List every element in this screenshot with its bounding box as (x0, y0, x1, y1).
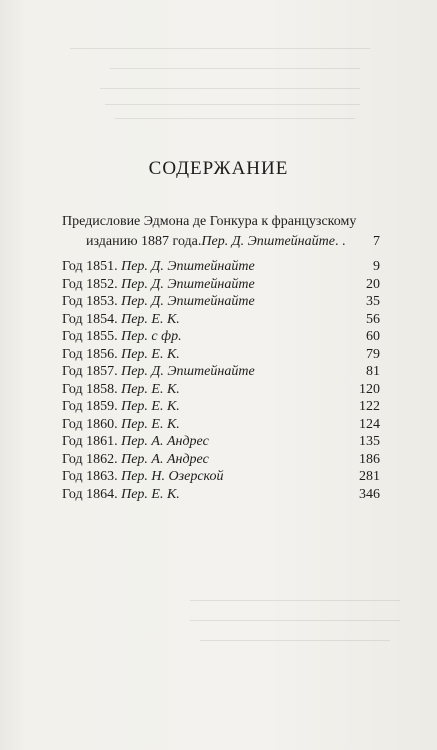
toc-entry-year: Год 1855. (62, 329, 118, 344)
toc-entry[interactable] (62, 363, 380, 381)
toc-entry-leader (183, 486, 347, 504)
show-through-line (105, 104, 360, 105)
toc-entry-page-number: 186 (359, 451, 380, 467)
preface-text: изданию 1887 года. (86, 234, 202, 249)
toc-entry-leader (183, 416, 347, 434)
toc-entry-page-number: 20 (366, 276, 380, 292)
toc-entry-leader (183, 311, 347, 329)
toc-entry-page-number: 120 (359, 381, 380, 397)
toc-entry-translator: Пер. Е. К. (121, 486, 180, 502)
toc-entry[interactable] (62, 416, 380, 434)
toc-entry-page-number: 60 (366, 329, 380, 344)
show-through-line (110, 68, 360, 69)
toc-entry-translator: Пер. Е. К. (121, 416, 180, 432)
toc-entry-title (62, 293, 255, 311)
toc-entry-title (62, 486, 180, 504)
toc-entry-translator: Пер. Е. К. (121, 311, 180, 327)
toc-entry-leader (258, 363, 347, 381)
toc-entry-year: Год 1852. (62, 276, 118, 292)
preface-page-number: 7 (373, 234, 380, 249)
toc-entry-title (62, 363, 255, 381)
toc-entry[interactable] (62, 433, 380, 451)
toc-entry-translator: Пер. с фр. (121, 329, 182, 344)
toc-entry-page-number: 124 (359, 416, 380, 432)
toc-entry-year: Год 1861. (62, 434, 118, 449)
preface-line-1: Предисловие Эдмона де Гонкура к французскому (62, 214, 357, 229)
toc-entry-translator: Пер. А. Андрес (121, 434, 209, 449)
toc-entry-translator: Пер. Е. К. (121, 346, 180, 362)
toc-entry-page-number: 135 (359, 434, 380, 449)
toc-entry-leader (258, 293, 347, 311)
toc-entry-title (62, 311, 180, 329)
toc-entry-leader (185, 328, 347, 346)
toc-entry-leader (212, 433, 347, 451)
toc-entry-title (62, 276, 255, 294)
toc-entry-year: Год 1859. (62, 399, 118, 414)
toc-entry-year: Год 1863. (62, 469, 118, 484)
toc-entry-page-number: 81 (366, 364, 380, 379)
toc-entry-translator: Пер. Е. К. (121, 381, 180, 397)
toc-entry-leader (258, 258, 347, 276)
show-through-line (70, 48, 370, 49)
toc-entry-year: Год 1854. (62, 311, 118, 327)
toc-entry-title (62, 258, 255, 276)
toc-preface-entry[interactable] (62, 212, 380, 252)
toc-entry-translator: Пер. Д. Эпштейнайте (121, 364, 255, 379)
toc-entry-title (62, 381, 180, 399)
toc-entry[interactable] (62, 381, 380, 399)
toc-entry-title (62, 416, 180, 434)
toc-entry-translator: Пер. Н. Озерской (121, 469, 224, 484)
show-through-line (100, 88, 360, 89)
toc-entry-translator: Пер. А. Андрес (121, 451, 209, 467)
toc-entry-page-number: 281 (359, 469, 380, 484)
toc-list (62, 258, 380, 503)
preface-leader: . . (334, 234, 346, 249)
toc-entry-page-number: 35 (366, 294, 380, 309)
toc-entry-leader (183, 381, 347, 399)
toc-entry-year: Год 1856. (62, 346, 118, 362)
toc-entry-year: Год 1862. (62, 451, 118, 467)
toc-entry-title (62, 433, 209, 451)
toc-entry[interactable] (62, 398, 380, 416)
toc-entry-leader (258, 276, 347, 294)
toc-entry[interactable] (62, 328, 380, 346)
toc-entry[interactable] (62, 276, 380, 294)
show-through-line (190, 600, 400, 601)
toc-entry[interactable] (62, 468, 380, 486)
preface-translator: Пер. Д. Эпштейнайте (201, 234, 335, 249)
page-title: СОДЕРЖАНИЕ (148, 158, 289, 179)
toc-entry-translator: Пер. Д. Эпштейнайте (121, 276, 255, 292)
show-through-line (115, 118, 355, 119)
toc-entry-translator: Пер. Е. К. (121, 399, 180, 414)
toc-entry[interactable] (62, 258, 380, 276)
preface-line-2 (62, 232, 380, 252)
toc-entry-title (62, 346, 180, 364)
show-through-line (200, 640, 390, 641)
toc-entry-translator: Пер. Д. Эпштейнайте (121, 259, 255, 274)
toc-entry[interactable] (62, 451, 380, 469)
toc-entry[interactable] (62, 311, 380, 329)
toc-entry-leader (227, 468, 347, 486)
toc-entry[interactable] (62, 486, 380, 504)
show-through-line (190, 620, 400, 621)
toc-entry-page-number: 56 (366, 311, 380, 327)
toc-entry-title (62, 451, 209, 469)
toc-entry-leader (183, 398, 347, 416)
toc-entry-year: Год 1851. (62, 259, 118, 274)
toc-entry-year: Год 1860. (62, 416, 118, 432)
toc-entry-leader (212, 451, 347, 469)
toc-entry-title (62, 398, 180, 416)
toc-entry-page-number: 79 (366, 346, 380, 362)
toc-entry[interactable] (62, 346, 380, 364)
toc-entry[interactable] (62, 293, 380, 311)
toc-entry-year: Год 1853. (62, 294, 118, 309)
toc-entry-year: Год 1858. (62, 381, 118, 397)
toc-entry-year: Год 1864. (62, 486, 118, 502)
toc-entry-leader (183, 346, 347, 364)
toc-entry-title (62, 328, 182, 346)
toc-entry-page-number: 346 (359, 486, 380, 502)
toc-entry-page-number: 122 (359, 399, 380, 414)
toc-entry-title (62, 468, 224, 486)
toc-entry-page-number: 9 (373, 259, 380, 274)
toc-entry-translator: Пер. Д. Эпштейнайте (121, 294, 255, 309)
toc-entry-year: Год 1857. (62, 364, 118, 379)
